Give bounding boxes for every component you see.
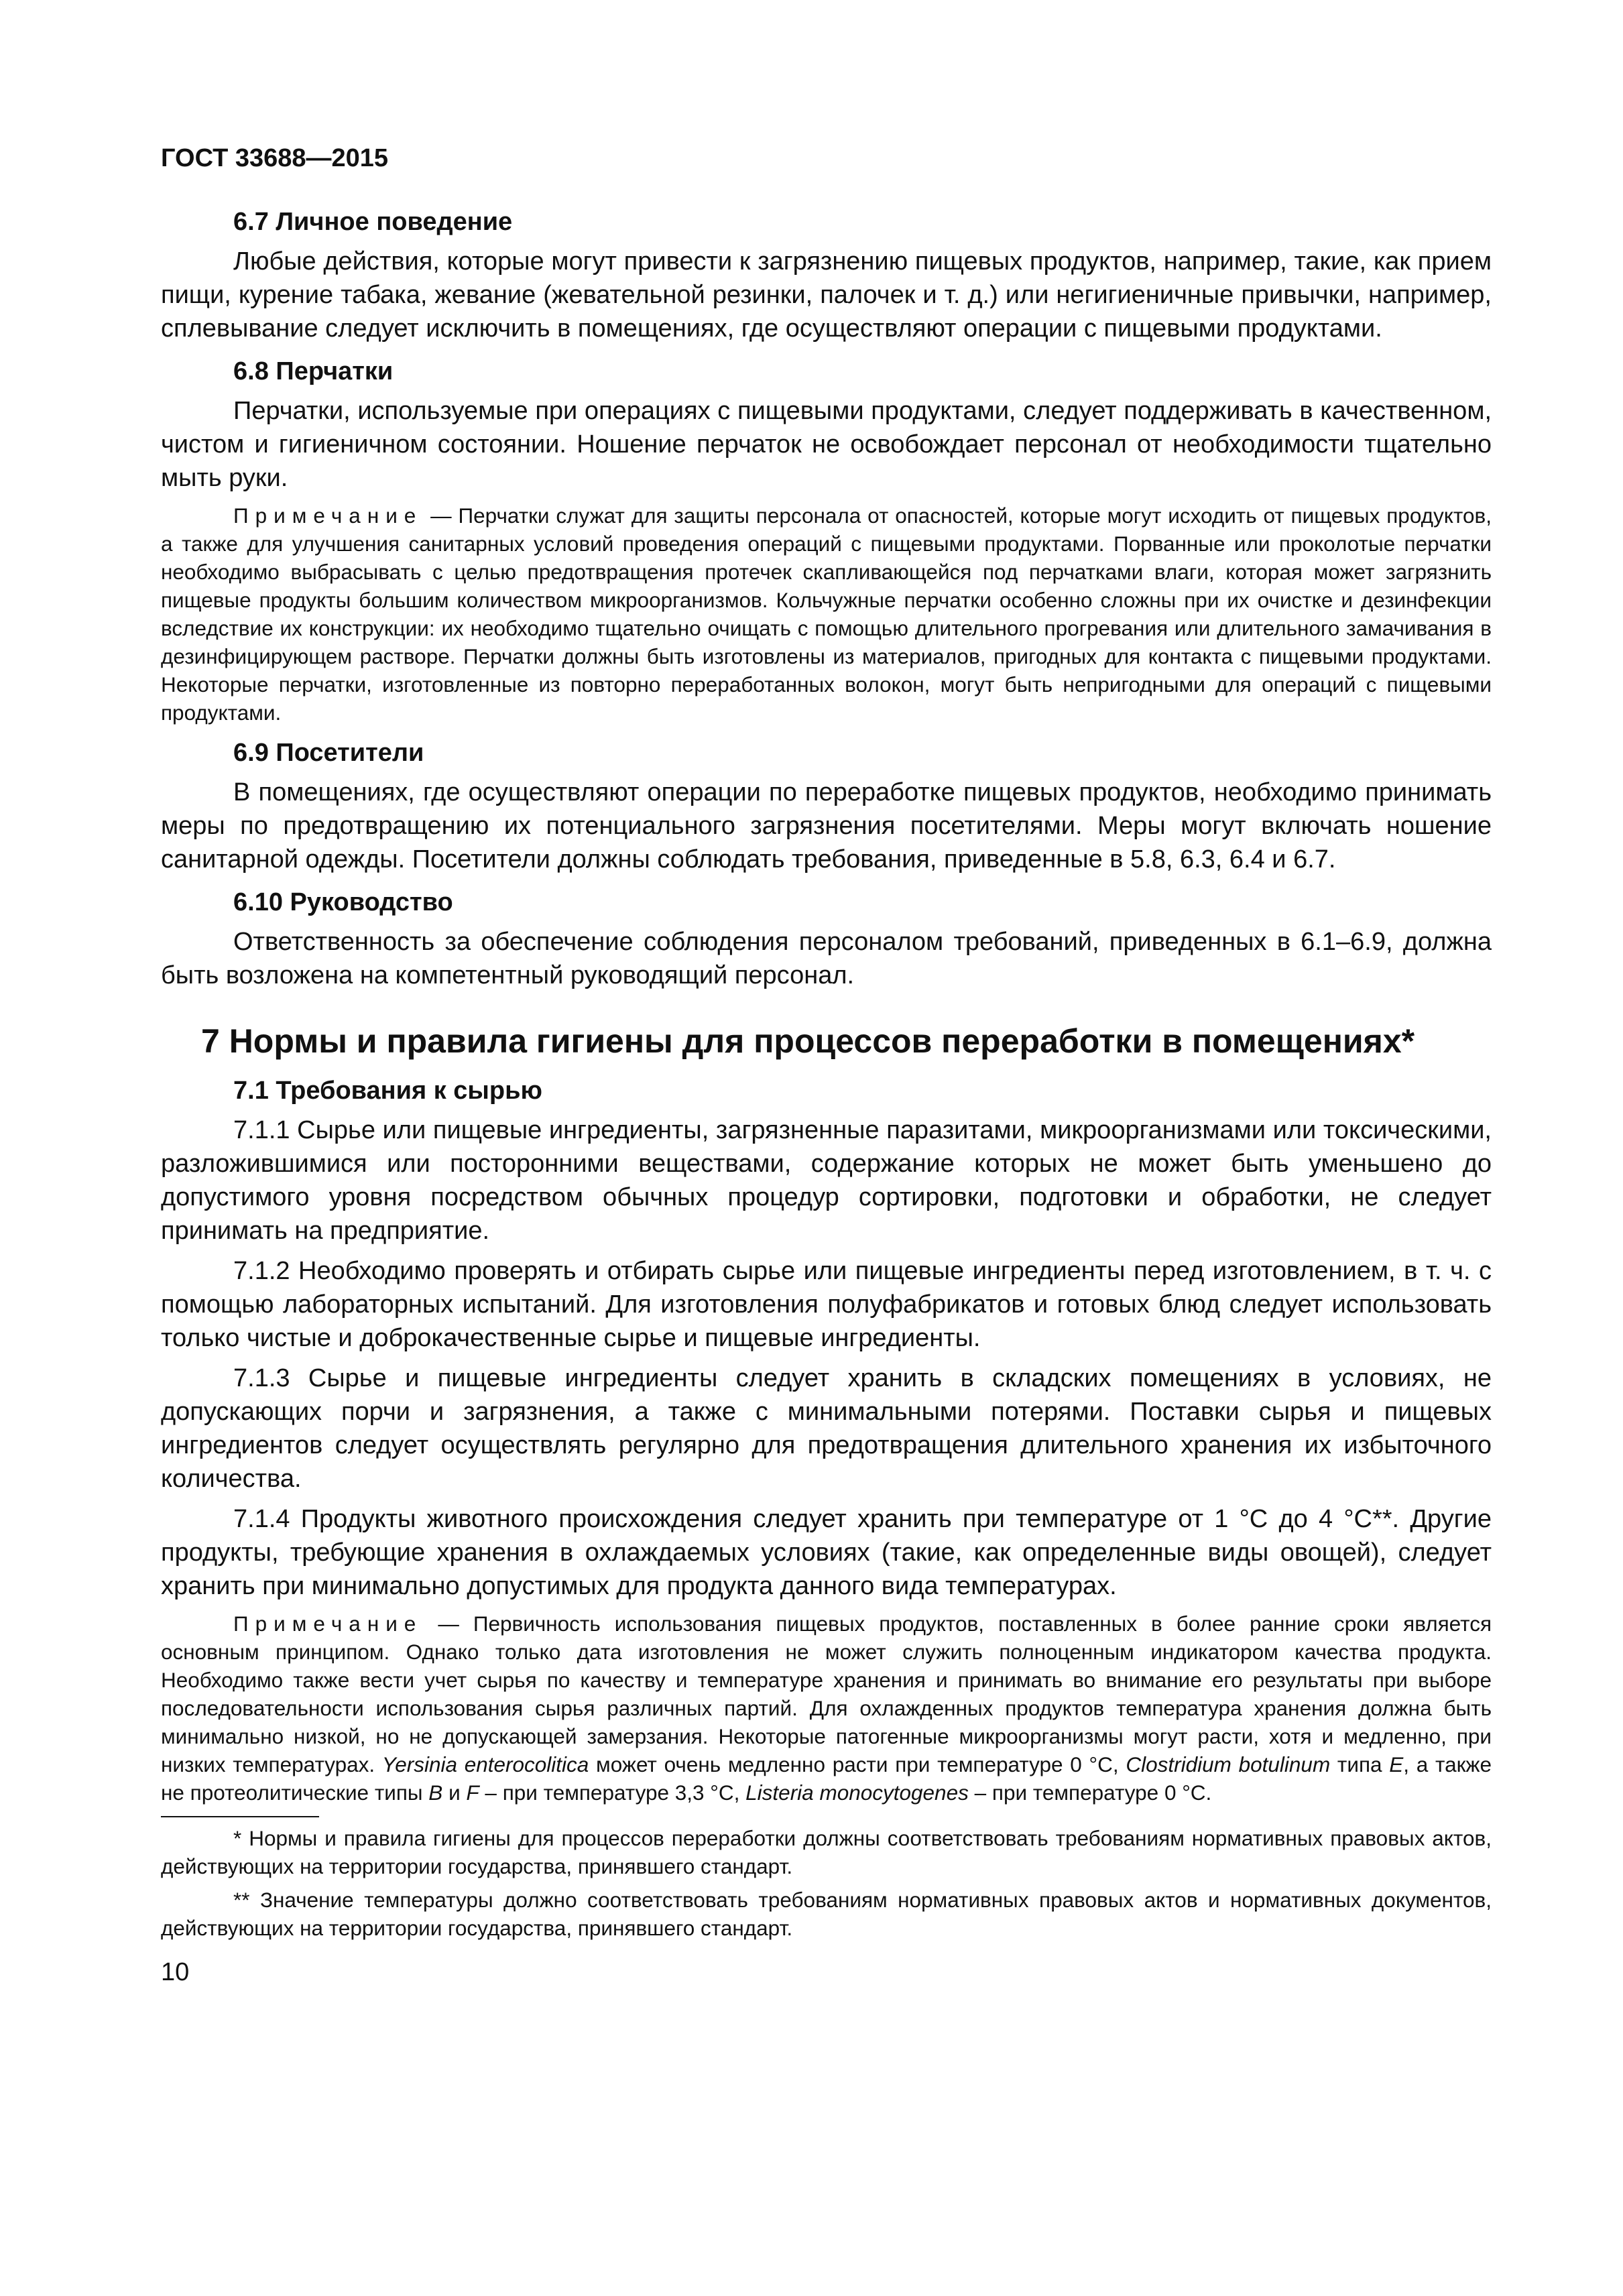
section-6-10-title: 6.10 Руководство (233, 888, 453, 916)
note-text-part: – при температуре 0 °С. (968, 1780, 1212, 1805)
page-number: 10 (161, 1958, 190, 1986)
section-6-7-paragraph: Любые действия, которые могут привести к загрязнению пищевых продуктов, например, такие, как прием пищи, курение табака, жевание (жевательной резинки, палочек и т. д.) или негигиеничные привычки, например, сплевывание следует исключить в помещениях, где осуществляют операции с пищевыми продуктами. (161, 247, 1492, 343)
footnote-divider (161, 1816, 319, 1817)
note-text-part: может очень медленно расти при температуре 0 °С, (589, 1752, 1126, 1776)
note-text-part: и (442, 1780, 467, 1805)
section-6-9-paragraph: В помещениях, где осуществляют операции по переработке пищевых продуктов, необходимо принимать меры по предотвращению их потенциального загрязнения посетителями. Меры могут включать ношение санитарной одежды. Посетители должны соблюдать требования, приведенные в 5.8, 6.3, 6.4 и 6.7. (161, 778, 1492, 873)
clause-7-1-1: 7.1.1 Сырье или пищевые ингредиенты, загрязненные паразитами, микроорганизмами или токсическими, разложившимися или посторонними веществами, содержание которых не может быть уменьшено до допустимого уровня посредством обычных процедур сортировки, подготовки и обработки, не следует принимать на предприятие. (161, 1116, 1492, 1245)
section-6-8-title: 6.8 Перчатки (233, 357, 394, 385)
note-text-part: , а также не протеолитические типы (161, 1752, 1492, 1805)
section-7-1-note (161, 1610, 1492, 1807)
type-letter: Е (1389, 1752, 1404, 1776)
clause-7-1-3: 7.1.3 Сырье и пищевые ингредиенты следует хранить в складских помещениях в условиях, не допускающих порчи и загрязнения, а также с минимальными потерями. Поставки сырья и пищевых ингредиентов следует осуществлять регулярно для предотвращения длительного хранения их избыточного количества. (161, 1364, 1492, 1493)
species-name: Yersinia enterocolitica (381, 1752, 589, 1776)
document-page (161, 144, 1492, 1987)
type-letter: F (466, 1780, 479, 1805)
species-name: Listeria monocytogenes (745, 1780, 969, 1805)
section-6-8-paragraph: Перчатки, используемые при операциях с пищевыми продуктами, следует поддерживать в качественном, чистом и гигиеничном состоянии. Ношение перчаток не освобождает персонал от необходимости тщательно мыть руки. (161, 397, 1492, 492)
section-6-9-title: 6.9 Посетители (233, 739, 424, 767)
clause-7-1-2: 7.1.2 Необходимо проверять и отбирать сырье или пищевые ингредиенты перед изготовлением, в т. ч. с помощью лабораторных испытаний. Для изготовления полуфабрикатов и готовых блюд следует использовать только чистые и доброкачественные сырье и пищевые ингредиенты. (161, 1257, 1492, 1352)
footnote-1: * Нормы и правила гигиены для процессов переработки должны соответствовать требованиям нормативных правовых актов, действующих на территории государства, принявшего стандарт. (161, 1826, 1492, 1878)
note-text-part: типа (1330, 1752, 1390, 1776)
note-label: Примечание (233, 1612, 423, 1636)
section-7-title: 7 Нормы и правила гигиены для процессов переработки в помещениях* (201, 1022, 1415, 1060)
note-text-part: – при температуре 3,3 °С, (479, 1780, 746, 1805)
note-label: Примечание (233, 503, 423, 528)
note-text: — Перчатки служат для защиты персонала от опасностей, которые могут исходить от пищевых продуктов, а также для улучшения санитарных условий проведения операций с пищевыми продуктами. Порванные или проколотые перчатки необходимо выбрасывать с целью предотвращения протечек скапливающейся под перчатками влаги, которая может загрязнить пищевые продукты большим количеством микроорганизмов. Кольчужные перчатки особенно сложны при их очистке и дезинфекции вследствие их конструкции: их необходимо тщательно очищать с помощью длительного прогревания или длительного замачивания в дезинфицирующем растворе. Перчатки должны быть изготовлены из материалов, пригодных для контакта с пищевыми продуктами. Некоторые перчатки, изготовленные из повторно переработанных волокон, могут быть непригодными для операций с пищевыми продуктами. (161, 503, 1492, 725)
section-7-1-title: 7.1 Требования к сырью (233, 1077, 542, 1105)
section-6-8-note (161, 501, 1492, 727)
clause-7-1-4: 7.1.4 Продукты животного происхождения следует хранить при температуре от 1 °С до 4 °С**. Другие продукты, требующие хранения в охлаждаемых условиях (такие, как определенные виды овощей), следует хранить при минимально допустимых для продукта данного вида температурах. (161, 1505, 1492, 1600)
footnote-2: ** Значение температуры должно соответствовать требованиям нормативных правовых актов и нормативных документов, действующих на территории государства, принявшего стандарт. (161, 1888, 1492, 1940)
species-name: Clostridium botulinum (1126, 1752, 1331, 1776)
document-header: ГОСТ 33688—2015 (161, 144, 389, 172)
section-6-10-paragraph: Ответственность за обеспечение соблюдения персоналом требований, приведенных в 6.1–6.9, должна быть возложена на компетентный руководящий персонал. (161, 928, 1492, 989)
note-text-part: — Первичность использования пищевых продуктов, поставленных в более ранние сроки является основным принципом. Однако только дата изготовления не может служить полноценным индикатором качества продукта. Необходимо также вести учет сырья по качеству и температуре хранения и принимать во внимание его результаты при выборе последовательности использования сырья различных партий. Для охлажденных продуктов температура хранения должна быть минимально низкой, но не допускающей замерзания. Некоторые патогенные микроорганизмы могут расти, хотя и медленно, при низких температурах. (161, 1612, 1492, 1776)
section-6-7-title: 6.7 Личное поведение (233, 208, 513, 236)
type-letter: В (428, 1780, 443, 1805)
